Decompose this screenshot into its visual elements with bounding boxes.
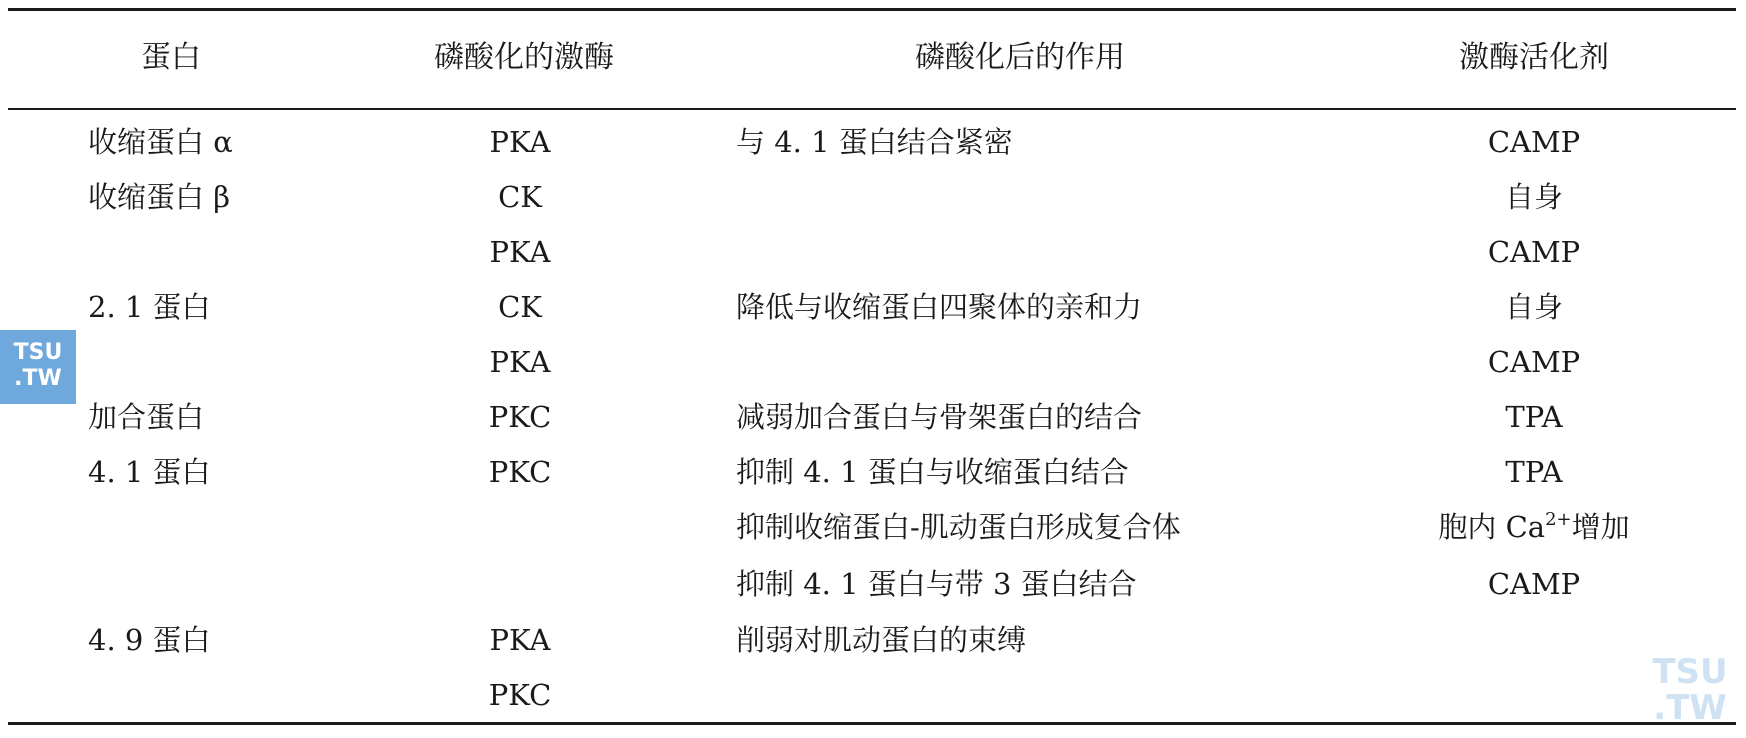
cell-activator: CAMP: [1487, 235, 1581, 269]
cell-activator: 自身: [1504, 180, 1563, 214]
top-rule: [8, 8, 1736, 11]
cell-effect: 削弱对肌动蛋白的束缚: [736, 623, 1027, 657]
cell-activator: TPA: [1505, 455, 1563, 489]
watermark-text: .TW: [1653, 688, 1727, 728]
cell-effect: 抑制 4. 1 蛋白与带 3 蛋白结合: [736, 567, 1137, 601]
cell-kinase: PKA: [489, 235, 551, 269]
cell-activator: TPA: [1505, 400, 1563, 434]
cell-effect: 抑制收缩蛋白-肌动蛋白形成复合体: [736, 510, 1181, 544]
cell-effect: 抑制 4. 1 蛋白与收缩蛋白结合: [736, 455, 1129, 489]
header-protein: 蛋白: [141, 40, 201, 75]
header-activator: 激酶活化剂: [1459, 40, 1609, 75]
cell-activator: CAMP: [1487, 567, 1581, 601]
cell-kinase: PKC: [488, 455, 552, 489]
cell-protein: 4. 1 蛋白: [88, 455, 211, 489]
cell-kinase: PKA: [489, 125, 551, 159]
cell-activator: 自身: [1504, 290, 1563, 324]
cell-protein: 2. 1 蛋白: [88, 290, 211, 324]
cell-kinase: PKC: [488, 400, 552, 434]
cell-effect: 与 4. 1 蛋白结合紧密: [736, 125, 1013, 159]
watermark-text: TSU: [1652, 652, 1728, 692]
watermark-logo-left: [0, 330, 76, 404]
cell-effect: 减弱加合蛋白与骨架蛋白的结合: [736, 400, 1143, 434]
cell-activator: CAMP: [1487, 125, 1581, 159]
bottom-rule: [8, 722, 1736, 725]
header-effect: 磷酸化后的作用: [915, 40, 1125, 75]
superscript: 2+: [1545, 509, 1572, 530]
activator-text: 胞内 Ca: [1438, 510, 1546, 544]
watermark-text: .TW: [14, 366, 62, 391]
cell-kinase: PKA: [489, 345, 551, 379]
cell-protein: 收缩蛋白 α: [88, 125, 233, 159]
activator-text: 增加: [1571, 510, 1630, 544]
cell-kinase: PKA: [489, 623, 551, 657]
watermark-text: TSU: [13, 340, 63, 365]
cell-kinase: CK: [498, 290, 542, 324]
watermark-logo-right: [1640, 654, 1740, 726]
cell-activator: CAMP: [1487, 345, 1581, 379]
cell-protein: 加合蛋白: [88, 400, 205, 434]
cell-kinase: CK: [498, 180, 542, 214]
cell-effect: 降低与收缩蛋白四聚体的亲和力: [736, 290, 1143, 324]
cell-activator: [1420, 507, 1648, 547]
cell-protein: 4. 9 蛋白: [88, 623, 211, 657]
cell-protein: 收缩蛋白 β: [88, 180, 230, 214]
header-rule: [8, 108, 1736, 110]
cell-kinase: PKC: [488, 678, 552, 712]
header-kinase: 磷酸化的激酶: [434, 40, 614, 75]
